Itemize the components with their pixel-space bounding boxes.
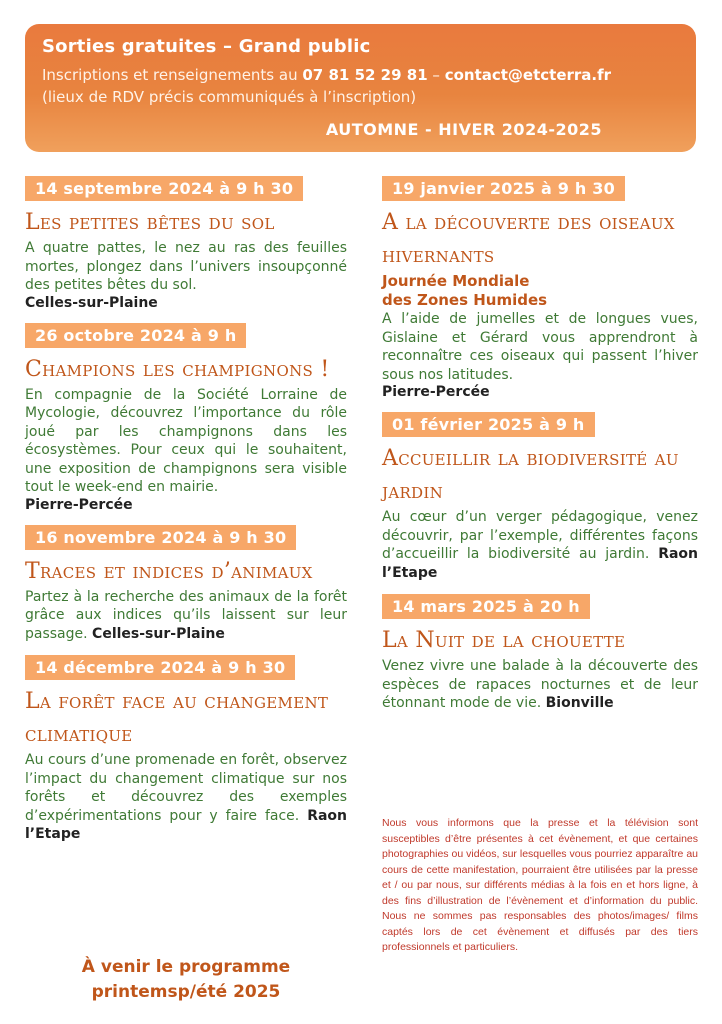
event-description: A quatre pattes, le nez au ras des feuilles mortes, plongez dans l’univers insoupçonné des petites bêtes du sol. bbox=[25, 240, 347, 293]
event-place: Raon l’Etape bbox=[25, 807, 347, 842]
event-subtitle: des Zones Humides bbox=[382, 291, 548, 309]
event-date: 14 mars 2025 à 20 h bbox=[382, 594, 590, 619]
event-block bbox=[382, 412, 698, 582]
left-column bbox=[25, 176, 347, 856]
legal-notice: Nous vous informons que la presse et la télévision sont susceptibles d’être présentes à cet évènement, et que certaines photographies ou vidéos, sur lesquelles vous pourriez apparaître au cours de cette manifestation, pourraient être utilisées par la presse et / ou par nous, sur différents médias à la fois en et hors ligne, à des fins d’illustration de l’évènement et d’information du public. Nous ne sommes pas responsables des photos/images/ films captés lors de cet évènement et diffusés par des tiers professionnels et particuliers. bbox=[382, 817, 698, 953]
event-block bbox=[25, 176, 347, 311]
event-place: Bionville bbox=[545, 695, 614, 711]
contact-prefix: Inscriptions et renseignements au bbox=[42, 66, 303, 84]
event-place: Pierre-Percée bbox=[25, 496, 133, 513]
event-place: Raon l’Etape bbox=[382, 546, 698, 581]
event-date: 14 septembre 2024 à 9 h 30 bbox=[25, 176, 303, 201]
phone-number[interactable]: 07 81 52 29 81 bbox=[302, 66, 428, 84]
event-title: Traces et indices d’animaux bbox=[25, 558, 313, 584]
event-title: Les petites bêtes du sol bbox=[25, 210, 275, 235]
season-label: AUTOMNE - HIVER 2024-2025 bbox=[325, 120, 602, 139]
event-description: En compagnie de la Société Lorraine de Mycologie, découvrez l’importance du rôle joué par les champignons dans les écosystèmes. Pour ceux qui le souhaitent, une exposition de champignons sera visible tout le week-end en mairie. bbox=[25, 386, 347, 495]
event-title: A la découverte des oiseaux hivernants bbox=[382, 210, 675, 268]
event-title: La forêt face au changement climatique bbox=[25, 689, 329, 747]
email-link[interactable]: contact@etcterra.fr bbox=[444, 66, 612, 84]
event-date: 26 octobre 2024 à 9 h bbox=[25, 323, 246, 348]
event-description: Partez à la recherche des animaux de la forêt grâce aux indices qu’ils laissent sur leur passage. Celles-sur-Plaine bbox=[25, 588, 347, 642]
coming-soon bbox=[25, 955, 347, 1005]
event-block bbox=[25, 525, 347, 644]
event-place: Celles-sur-Plaine bbox=[25, 294, 158, 311]
event-description: Au cours d’une promenade en forêt, observez l’impact du changement climatique sur nos forêts et découvrez des exemples d’expérimentations pour y faire face. Raon l’Etape bbox=[25, 752, 347, 842]
event-place: Celles-sur-Plaine bbox=[92, 625, 225, 642]
event-title: Champions les champignons ! bbox=[25, 356, 330, 382]
event-block bbox=[382, 176, 698, 400]
coming-line-1: À venir le programme bbox=[81, 957, 291, 977]
event-description: A l’aide de jumelles et de longues vues, Gislaine et Gérard vous apprendront à reconnaître ces oiseaux qui passent l’hiver sous nos latitudes. bbox=[382, 311, 698, 383]
event-date: 16 novembre 2024 à 9 h 30 bbox=[25, 525, 296, 550]
event-block bbox=[25, 655, 347, 844]
event-description: Au cœur d’un verger pédagogique, venez découvrir, par l’exemple, différentes façons d’accueillir la biodiversité au jardin. Raon l’Etape bbox=[382, 509, 698, 581]
header-title: Sorties gratuites – Grand public bbox=[42, 36, 371, 57]
coming-line-2: printemsp/été 2025 bbox=[91, 982, 281, 1002]
meeting-note: (lieux de RDV précis communiqués à l’inscription) bbox=[42, 88, 417, 106]
event-date: 01 février 2025 à 9 h bbox=[382, 412, 595, 437]
event-description: Venez vivre une balade à la découverte des espèces de rapaces nocturnes et de leur étonnant mode de vie. Bionville bbox=[382, 658, 698, 711]
event-block bbox=[25, 323, 347, 513]
event-subtitle: Journée Mondiale bbox=[382, 272, 530, 290]
header-banner bbox=[25, 24, 696, 152]
event-place: Pierre-Percée bbox=[382, 384, 490, 400]
event-title: La Nuit de la chouette bbox=[382, 628, 626, 653]
event-date: 14 décembre 2024 à 9 h 30 bbox=[25, 655, 295, 680]
event-date: 19 janvier 2025 à 9 h 30 bbox=[382, 176, 625, 201]
event-title: Accueillir la biodiversité au jardin bbox=[382, 446, 679, 504]
right-column bbox=[382, 176, 698, 725]
contact-line bbox=[42, 66, 611, 84]
contact-separator: – bbox=[427, 66, 445, 84]
event-block bbox=[382, 594, 698, 713]
